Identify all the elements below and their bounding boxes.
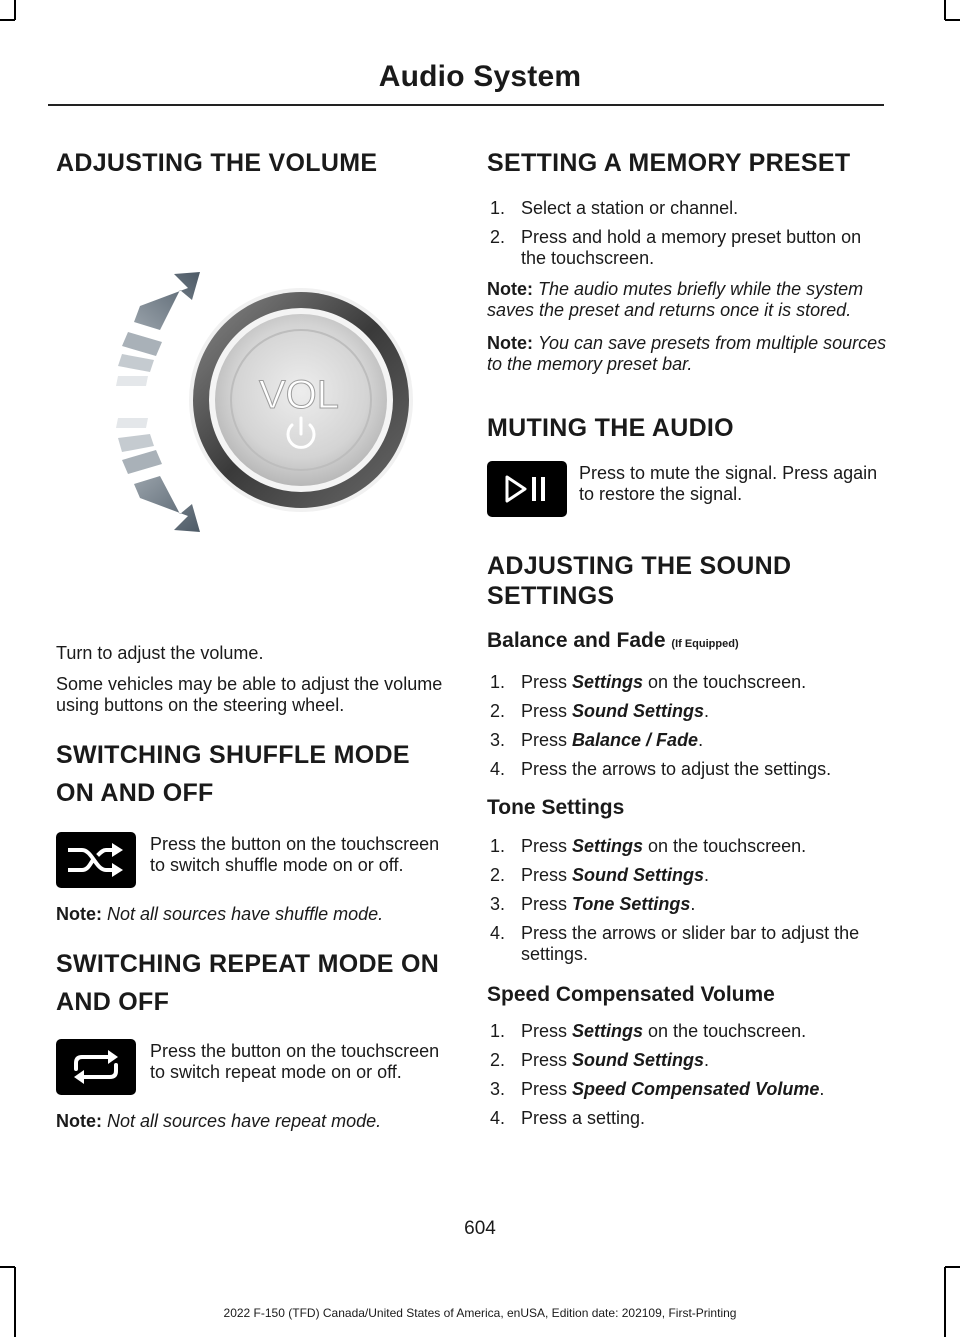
shuffle-row [56,832,448,888]
balance-heading [487,627,887,658]
speed-steps [487,1021,887,1129]
list-item [487,198,887,219]
crop-mark [944,0,946,20]
list-item [487,730,887,751]
step-text: . [698,730,704,750]
step-emphasis: Sound Settings [572,701,705,721]
step-text: . [819,1079,825,1099]
crop-mark [945,19,960,21]
step-number: 1. [490,198,506,218]
volume-text-1: Turn to adjust the volume. [56,643,264,663]
step-emphasis: Settings [572,672,644,692]
step-emphasis: Settings [572,1021,644,1041]
mute-text: Press to mute the signal. Press again to restore the signal. [579,463,878,504]
list-item [487,759,887,780]
sound-heading [487,551,887,611]
step-text: Press the arrows to adjust the settings. [521,759,832,779]
header-divider [48,104,884,106]
shuffle-note [56,904,448,925]
step-text: Press [521,894,573,914]
step-text: Press [521,730,573,750]
crop-mark [0,19,15,21]
crop-mark [14,1267,16,1337]
list-item [487,227,887,269]
volume-knob-illustration [96,268,436,538]
volume-up-arrow [116,272,200,386]
step-number: 2. [490,865,506,885]
shuffle-note-text: Not all sources have shuffle mode. [107,904,384,924]
page-number: 604 [464,1218,496,1239]
step-text: Press and hold a memory preset button on the touchscreen. [521,227,862,268]
knob-vol-label: VOL [258,373,340,417]
list-item [487,1021,887,1042]
step-text: Press the arrows or slider bar to adjust the settings. [521,923,860,964]
balance-title: Balance and Fade [487,629,666,652]
shuffle-heading [56,740,448,808]
shuffle-heading-line1: SWITCHING SHUFFLE MODE [56,741,410,769]
step-emphasis: Tone Settings [572,894,691,914]
preset-steps [487,198,887,269]
repeat-note-text: Not all sources have repeat mode. [107,1111,382,1131]
sound-heading-line2: SETTINGS [487,582,615,610]
repeat-heading-line2: AND OFF [56,988,170,1016]
step-emphasis: Sound Settings [572,865,705,885]
repeat-text: Press the button on the touchscreen to switch repeat mode on or off. [150,1041,440,1082]
step-text: Press [521,865,573,885]
step-number: 3. [490,894,506,914]
repeat-note [56,1111,448,1132]
shuffle-icon [66,840,126,880]
list-item [487,672,887,693]
list-item [487,701,887,722]
list-item [487,923,887,965]
crop-mark [0,1266,15,1268]
balance-qualifier: (If Equipped) [671,638,739,650]
tone-steps [487,836,887,965]
step-text: Press [521,701,573,721]
step-number: 1. [490,672,506,692]
step-text: Press a setting. [521,1108,646,1128]
speed-heading: Speed Compensated Volume [487,983,775,1006]
shuffle-heading-line2: ON AND OFF [56,779,214,807]
footer-edition: 2022 F-150 (TFD) Canada/United States of America, enUSA, Edition date: 202109, First-Printing [223,1306,737,1320]
step-text: on the touchscreen. [643,1021,807,1041]
tone-heading: Tone Settings [487,796,625,819]
preset-note-1 [487,279,887,321]
step-number: 2. [490,227,506,247]
step-text: . [704,865,710,885]
step-number: 4. [490,1108,506,1128]
step-emphasis: Speed Compensated Volume [572,1079,820,1099]
list-item [487,1079,887,1100]
list-item [487,836,887,857]
shuffle-button[interactable] [56,832,136,888]
step-number: 3. [490,1079,506,1099]
note-label: Note: [487,333,533,353]
list-item [487,865,887,886]
play-pause-icon [503,474,551,504]
volume-text-2: Some vehicles may be able to adjust the volume using buttons on the steering wheel. [56,674,443,715]
repeat-icon [66,1047,126,1087]
crop-mark [945,1266,960,1268]
list-item [487,894,887,915]
balance-steps [487,672,887,780]
preset-note-2-text: You can save presets from multiple sources to the memory preset bar. [487,333,887,374]
step-number: 1. [490,836,506,856]
crop-mark [944,1267,946,1337]
step-emphasis: Settings [572,836,644,856]
step-text: Press [521,672,573,692]
step-number: 1. [490,1021,506,1041]
mute-button[interactable] [487,461,567,517]
step-text: on the touchscreen. [643,672,807,692]
step-number: 4. [490,923,506,943]
volume-heading: ADJUSTING THE VOLUME [56,149,378,177]
note-label: Note: [56,904,102,924]
preset-note-2 [487,333,887,375]
step-number: 4. [490,759,506,779]
sound-heading-line1: ADJUSTING THE SOUND [487,552,792,580]
list-item [487,1050,887,1071]
step-text: Press [521,836,573,856]
step-emphasis: Sound Settings [572,1050,705,1070]
repeat-heading-line1: SWITCHING REPEAT MODE ON [56,950,440,978]
note-label: Note: [487,279,533,299]
step-emphasis: Balance / Fade [572,730,699,750]
volume-down-arrow [116,418,200,532]
step-text: on the touchscreen. [643,836,807,856]
crop-mark [14,0,16,20]
step-number: 2. [490,701,506,721]
note-label: Note: [56,1111,102,1131]
list-item [487,1108,887,1129]
step-text: . [704,1050,710,1070]
preset-heading: SETTING A MEMORY PRESET [487,149,851,177]
step-text: Press [521,1050,573,1070]
step-text: . [690,894,696,914]
shuffle-text: Press the button on the touchscreen to switch shuffle mode on or off. [150,834,440,875]
page-title: Audio System [378,60,582,93]
right-column [487,140,887,1137]
repeat-row [56,1039,448,1095]
mute-row [487,461,887,517]
step-number: 3. [490,730,506,750]
step-text: Select a station or channel. [521,198,739,218]
repeat-heading [56,949,448,1017]
preset-note-1-text: The audio mutes briefly while the system saves the preset and returns once it is stored. [487,279,864,320]
repeat-button[interactable] [56,1039,136,1095]
step-text: Press [521,1021,573,1041]
mute-heading: MUTING THE AUDIO [487,414,734,442]
step-text: Press [521,1079,573,1099]
step-text: . [704,701,710,721]
step-number: 2. [490,1050,506,1070]
